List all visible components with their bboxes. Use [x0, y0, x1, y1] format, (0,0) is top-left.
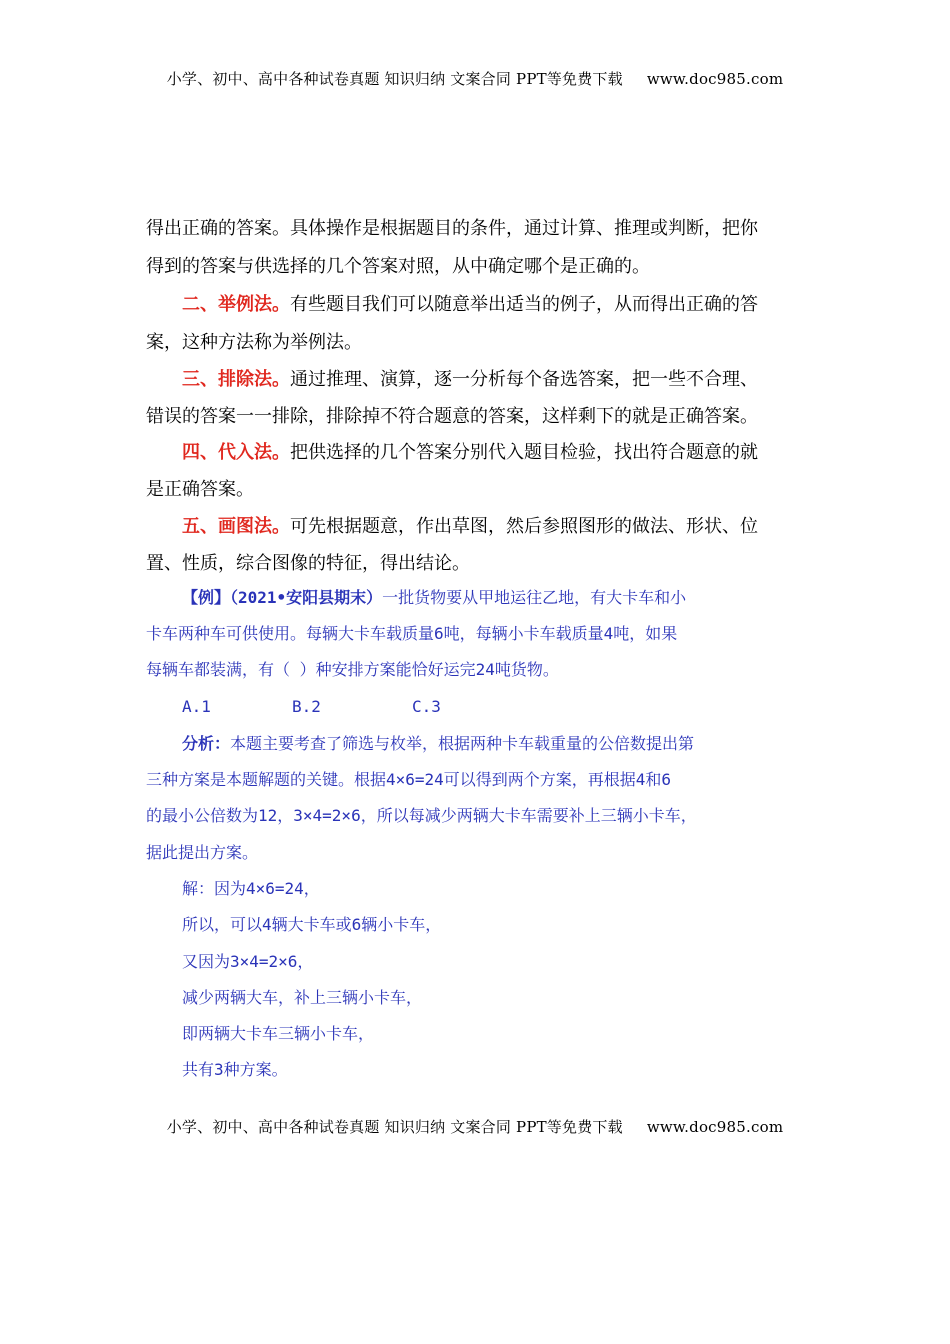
analysis-line: 三种方案是本题解题的关键。根据4×6=24可以得到两个方案，再根据4和6	[146, 770, 672, 789]
option-a: A.1	[182, 697, 211, 716]
option-c: C.3	[412, 697, 441, 716]
method-2-title: 二、举例法。	[182, 294, 290, 315]
solution-line: 共有3种方案。	[182, 1060, 288, 1079]
solution-line: 减少两辆大车，补上三辆小卡车，	[182, 988, 423, 1007]
analysis-label: 分析：	[182, 734, 231, 753]
solution-line: 即两辆大卡车三辆小卡车，	[182, 1024, 375, 1043]
footer-text: 小学、初中、高中各种试卷真题 知识归纳 文案合同 PPT等免费下载	[166, 1118, 623, 1136]
method-3-title: 三、排除法。	[182, 369, 290, 390]
analysis-line: 的最小公倍数为12，3×4=2×6，所以每减少两辆大卡车需要补上三辆小卡车，	[146, 806, 697, 825]
paragraph-line: 案，这种方法称为举例法。	[146, 332, 362, 353]
method-3-line: 三、排除法。通过推理、演算，逐一分析每个备选答案，把一些不合理、	[182, 369, 758, 390]
example-line: 每辆车都装满，有（ ）种安排方案能恰好运完24吨货物。	[146, 660, 559, 679]
page-footer	[0, 1116, 950, 1137]
options-row	[182, 695, 582, 719]
footer-site-link[interactable]: www.doc985.com	[646, 1118, 784, 1136]
header-site-link[interactable]: www.doc985.com	[646, 70, 784, 88]
method-5-title: 五、画图法。	[182, 516, 290, 537]
paragraph-line: 错误的答案一一排除，排除掉不符合题意的答案，这样剩下的就是正确答案。	[146, 406, 758, 427]
paragraph-line: 得出正确的答案。具体操作是根据题目的条件，通过计算、推理或判断，把你	[146, 218, 758, 239]
method-2-line: 二、举例法。有些题目我们可以随意举出适当的例子，从而得出正确的答	[182, 294, 758, 315]
paragraph-line: 置、性质，综合图像的特征，得出结论。	[146, 553, 470, 574]
example-line: 卡车两种车可供使用。每辆大卡车载质量6吨，每辆小卡车载质量4吨，如果	[146, 624, 678, 643]
option-b: B.2	[292, 697, 321, 716]
method-4-title: 四、代入法。	[182, 442, 290, 463]
header-text: 小学、初中、高中各种试卷真题 知识归纳 文案合同 PPT等免费下载	[166, 70, 623, 88]
example-line: 【例】（2021•安阳县期末）一批货物要从甲地运往乙地，有大卡车和小	[182, 588, 687, 607]
method-5-line: 五、画图法。可先根据题意，作出草图，然后参照图形的做法、形状、位	[182, 516, 758, 537]
example-tag: 【例】（2021•安阳县期末）	[182, 588, 383, 607]
solution-line: 又因为3×4=2×6，	[182, 952, 314, 971]
solution-line: 解：因为4×6=24，	[182, 879, 320, 898]
page-header	[0, 68, 950, 89]
analysis-line: 分析：本题主要考查了筛选与枚举，根据两种卡车载重量的公倍数提出第	[182, 734, 695, 753]
paragraph-line: 是正确答案。	[146, 479, 254, 500]
analysis-line: 据此提出方案。	[146, 843, 259, 862]
paragraph-line: 得到的答案与供选择的几个答案对照，从中确定哪个是正确的。	[146, 256, 650, 277]
method-4-line: 四、代入法。把供选择的几个答案分别代入题目检验，找出符合题意的就	[182, 442, 758, 463]
solution-line: 所以，可以4辆大卡车或6辆小卡车，	[182, 915, 442, 934]
